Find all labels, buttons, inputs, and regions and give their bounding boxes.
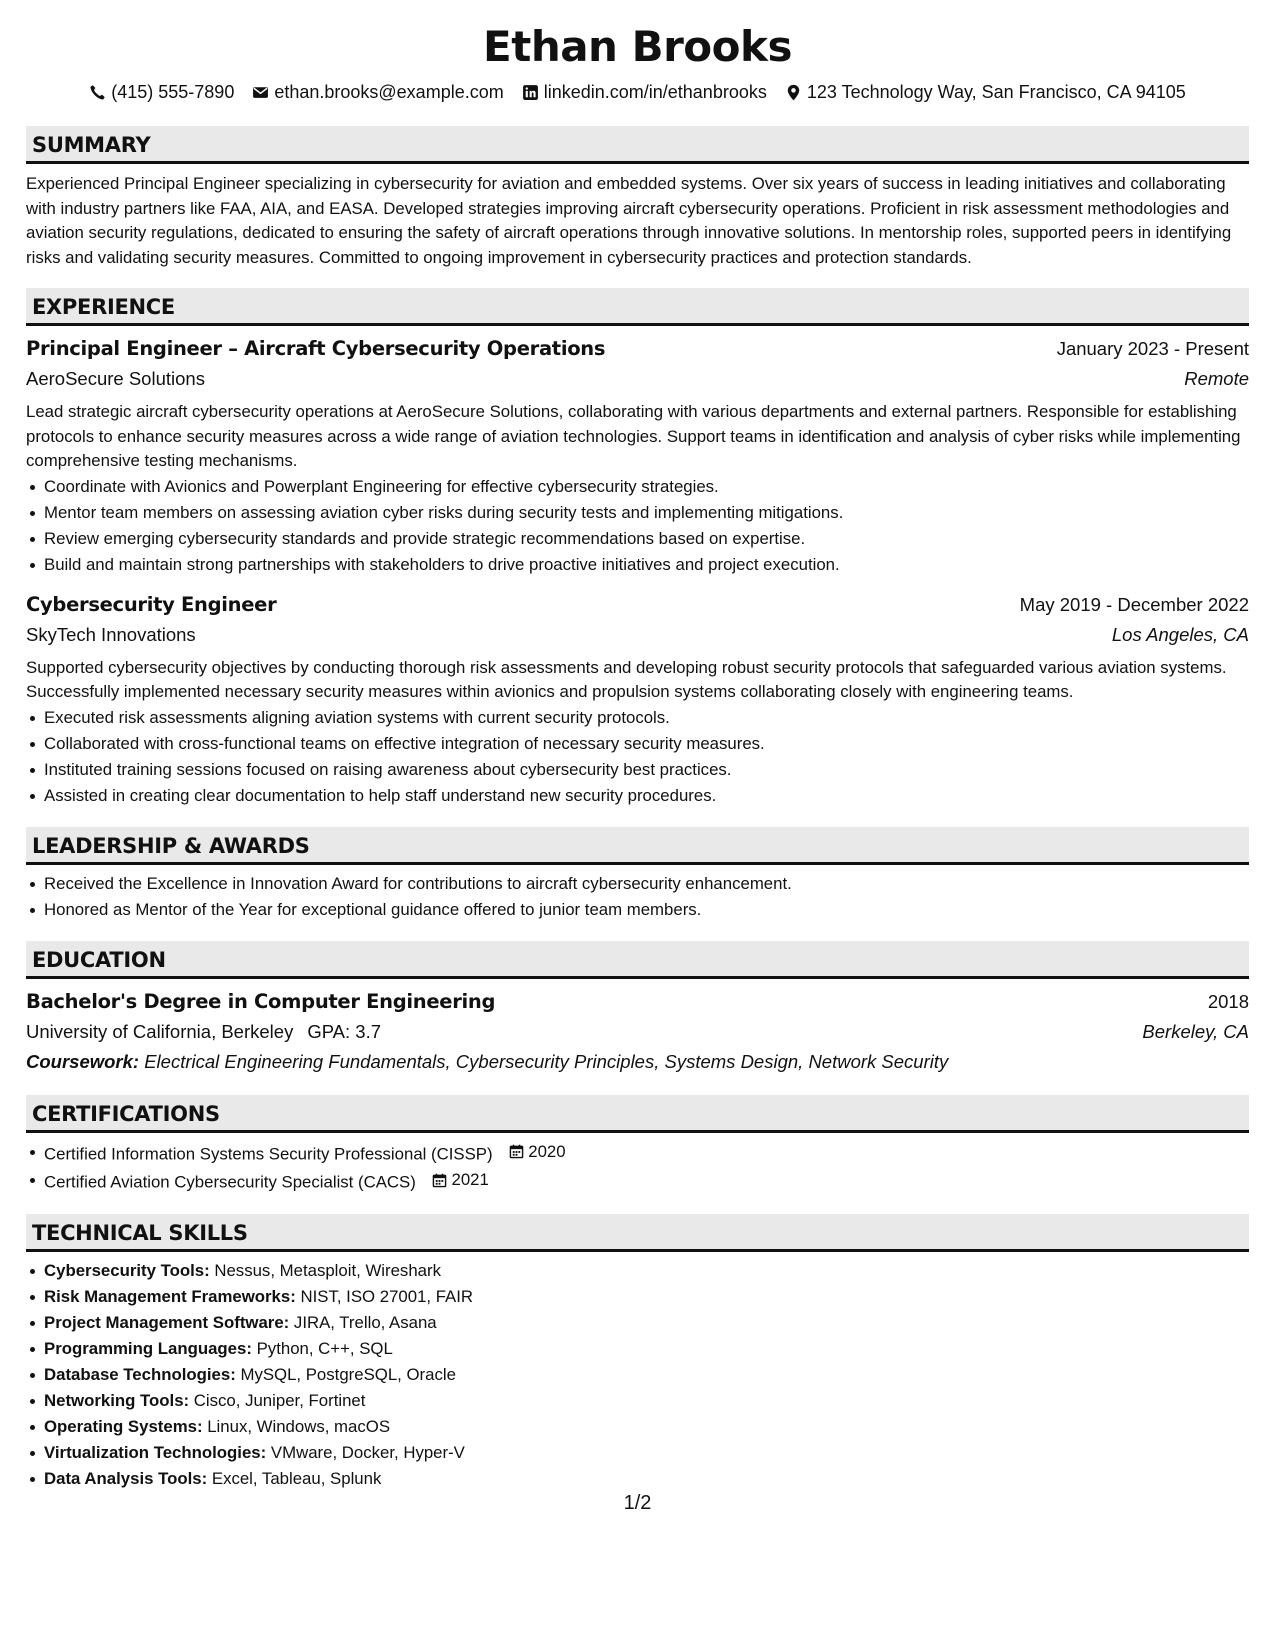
skill-category: Networking Tools: [44, 1390, 190, 1410]
job-dates: May 2019 - December 2022 [1019, 593, 1249, 615]
job-company: SkyTech Innovations [26, 623, 196, 645]
skill-category: Risk Management Frameworks: [44, 1286, 296, 1306]
list-item [44, 1388, 1249, 1414]
list-item [44, 1284, 1249, 1310]
certifications-heading: CERTIFICATIONS [26, 1095, 1249, 1133]
list-item [44, 1362, 1249, 1388]
summary-text: Experienced Principal Engineer specializing in cybersecurity for aviation and embedded systems. Over six years of success in leading initiatives and collaborating with industry partners like FAA, AIA, and EASA. Developed strategies improving aircraft cybersecurity operations. Proficient in risk assessment methodologies and aviation security regulations, dedicated to ensuring the safety of aircraft operations through innovative solutions. In mentorship roles, supported peers in identifying risks and validating security measures. Committed to ongoing improvement in cybersecurity practices and protection standards. [26, 174, 1232, 267]
list-item [44, 1139, 1249, 1168]
skill-category: Programming Languages: [44, 1338, 252, 1358]
graduation-year: 2018 [1207, 990, 1249, 1012]
list-item: Received the Excellence in Innovation Award for contributions to aircraft cybersecurity enhancement. [44, 871, 1249, 897]
list-item [44, 1167, 1249, 1196]
contact-linkedin[interactable] [522, 82, 767, 103]
list-item: Build and maintain strong partnerships with stakeholders to drive proactive initiatives and project execution. [44, 552, 1249, 578]
skill-value: MySQL, PostgreSQL, Oracle [240, 1364, 456, 1384]
contact-address [785, 82, 1186, 103]
calendar-icon [432, 1173, 447, 1188]
skill-value: Excel, Tableau, Splunk [211, 1468, 382, 1488]
education-heading: EDUCATION [26, 941, 1249, 979]
job-dates: January 2023 - Present [1056, 338, 1249, 359]
summary-heading: SUMMARY [26, 126, 1249, 164]
skills-heading: TECHNICAL SKILLS [26, 1214, 1249, 1252]
school-line [26, 1017, 381, 1047]
degree-title: Bachelor's Degree in Computer Engineering [26, 989, 496, 1013]
skill-value: JIRA, Trello, Asana [293, 1312, 437, 1332]
linkedin-icon [522, 84, 539, 101]
contact-email[interactable] [252, 82, 503, 103]
coursework-list: Electrical Engineering Fundamentals, Cybersecurity Principles, Systems Design, Network Security [144, 1050, 949, 1072]
list-item: Executed risk assessments aligning aviation systems with current security protocols. [44, 705, 1249, 731]
page-number: 1/2 [623, 1492, 652, 1514]
skill-category: Operating Systems: [44, 1416, 203, 1436]
calendar-icon [509, 1144, 524, 1159]
list-item: Mentor team members on assessing aviation cyber risks during security tests and implementing mitigations. [44, 500, 1249, 526]
job-entry [26, 334, 1249, 578]
skill-value: NIST, ISO 27001, FAIR [300, 1286, 474, 1306]
list-item [44, 1336, 1249, 1362]
linkedin-link[interactable]: linkedin.com/in/ethanbrooks [543, 81, 767, 102]
list-item: Review emerging cybersecurity standards and provide strategic recommendations based on expertise. [44, 526, 1249, 552]
gpa: GPA: 3.7 [307, 1020, 382, 1042]
map-pin-icon [785, 84, 802, 101]
school-location: Berkeley, CA [1142, 1020, 1249, 1042]
list-item: Instituted training sessions focused on raising awareness about cybersecurity best practices. [44, 757, 1249, 783]
cert-name: Certified Information Systems Security Professional (CISSP) [44, 1144, 493, 1163]
list-item [44, 1258, 1249, 1284]
job-location: Los Angeles, CA [1111, 623, 1249, 645]
job-entry [26, 590, 1249, 809]
skills-list [26, 1258, 1249, 1492]
job-bullets [26, 705, 1249, 809]
list-item [44, 1310, 1249, 1336]
list-item: Assisted in creating clear documentation to help staff understand new security procedures. [44, 783, 1249, 809]
skill-category: Data Analysis Tools: [44, 1468, 208, 1488]
job-company: AeroSecure Solutions [26, 368, 205, 389]
experience-heading: EXPERIENCE [26, 288, 1249, 326]
list-item [44, 1414, 1249, 1440]
job-description: Supported cybersecurity objectives by conducting thorough risk assessments and developing robust security protocols that safeguarded various aviation systems. Successfully implemented necessary security measures within avionics and propulsion systems collaborating closely with engineering teams. [26, 657, 1227, 701]
coursework-label: Coursework: [26, 1050, 140, 1072]
certifications-list [26, 1139, 1249, 1196]
list-item [44, 1440, 1249, 1466]
skill-value: Cisco, Juniper, Fortinet [193, 1390, 366, 1410]
job-title: Cybersecurity Engineer [26, 592, 277, 616]
cert-year: 2021 [451, 1170, 489, 1189]
skill-value: Nessus, Metasploit, Wireshark [214, 1260, 441, 1280]
list-item: Honored as Mentor of the Year for exceptional guidance offered to junior team members. [44, 897, 1249, 923]
email-link[interactable]: ethan.brooks@example.com [274, 81, 504, 102]
cert-name: Certified Aviation Cybersecurity Specialist (CACS) [44, 1172, 416, 1192]
coursework [26, 1047, 1249, 1077]
job-title: Principal Engineer – Aircraft Cybersecurity Operations [26, 337, 606, 360]
phone-icon [89, 84, 106, 101]
contact-phone [89, 82, 234, 103]
skill-value: Python, C++, SQL [256, 1338, 393, 1358]
address-text: 123 Technology Way, San Francisco, CA 94105 [806, 81, 1186, 102]
school-name: University of California, Berkeley [26, 1020, 294, 1042]
list-item: Coordinate with Avionics and Powerplant Engineering for effective cybersecurity strategies. [44, 474, 1249, 500]
job-description: Lead strategic aircraft cybersecurity operations at AeroSecure Solutions, collaborating with various departments and external partners. Responsible for establishing protocols to enhance security measures across a wide range of aviation technologies. Support teams in identification and analysis of cyber risks while implementing comprehensive testing mechanisms. [26, 402, 1241, 470]
skill-category: Cybersecurity Tools: [44, 1260, 210, 1280]
skill-value: Linux, Windows, macOS [207, 1416, 391, 1436]
envelope-icon [252, 84, 269, 101]
job-bullets [26, 474, 1249, 578]
skill-category: Project Management Software: [44, 1312, 290, 1332]
list-item: Collaborated with cross-functional teams on effective integration of necessary security measures. [44, 731, 1249, 757]
resume-page [26, 0, 1249, 1514]
list-item [44, 1466, 1249, 1492]
education-entry [26, 987, 1249, 1077]
cert-year: 2020 [528, 1141, 566, 1161]
leadership-heading: LEADERSHIP & AWARDS [26, 827, 1249, 865]
skill-category: Virtualization Technologies: [44, 1442, 267, 1462]
candidate-name: Ethan Brooks [483, 22, 792, 71]
contact-bar [26, 80, 1249, 104]
skill-category: Database Technologies: [44, 1364, 236, 1384]
phone-number: (415) 555-7890 [111, 81, 235, 102]
skill-value: VMware, Docker, Hyper-V [270, 1442, 465, 1462]
job-location: Remote [1184, 368, 1249, 389]
leadership-list [26, 871, 1249, 923]
